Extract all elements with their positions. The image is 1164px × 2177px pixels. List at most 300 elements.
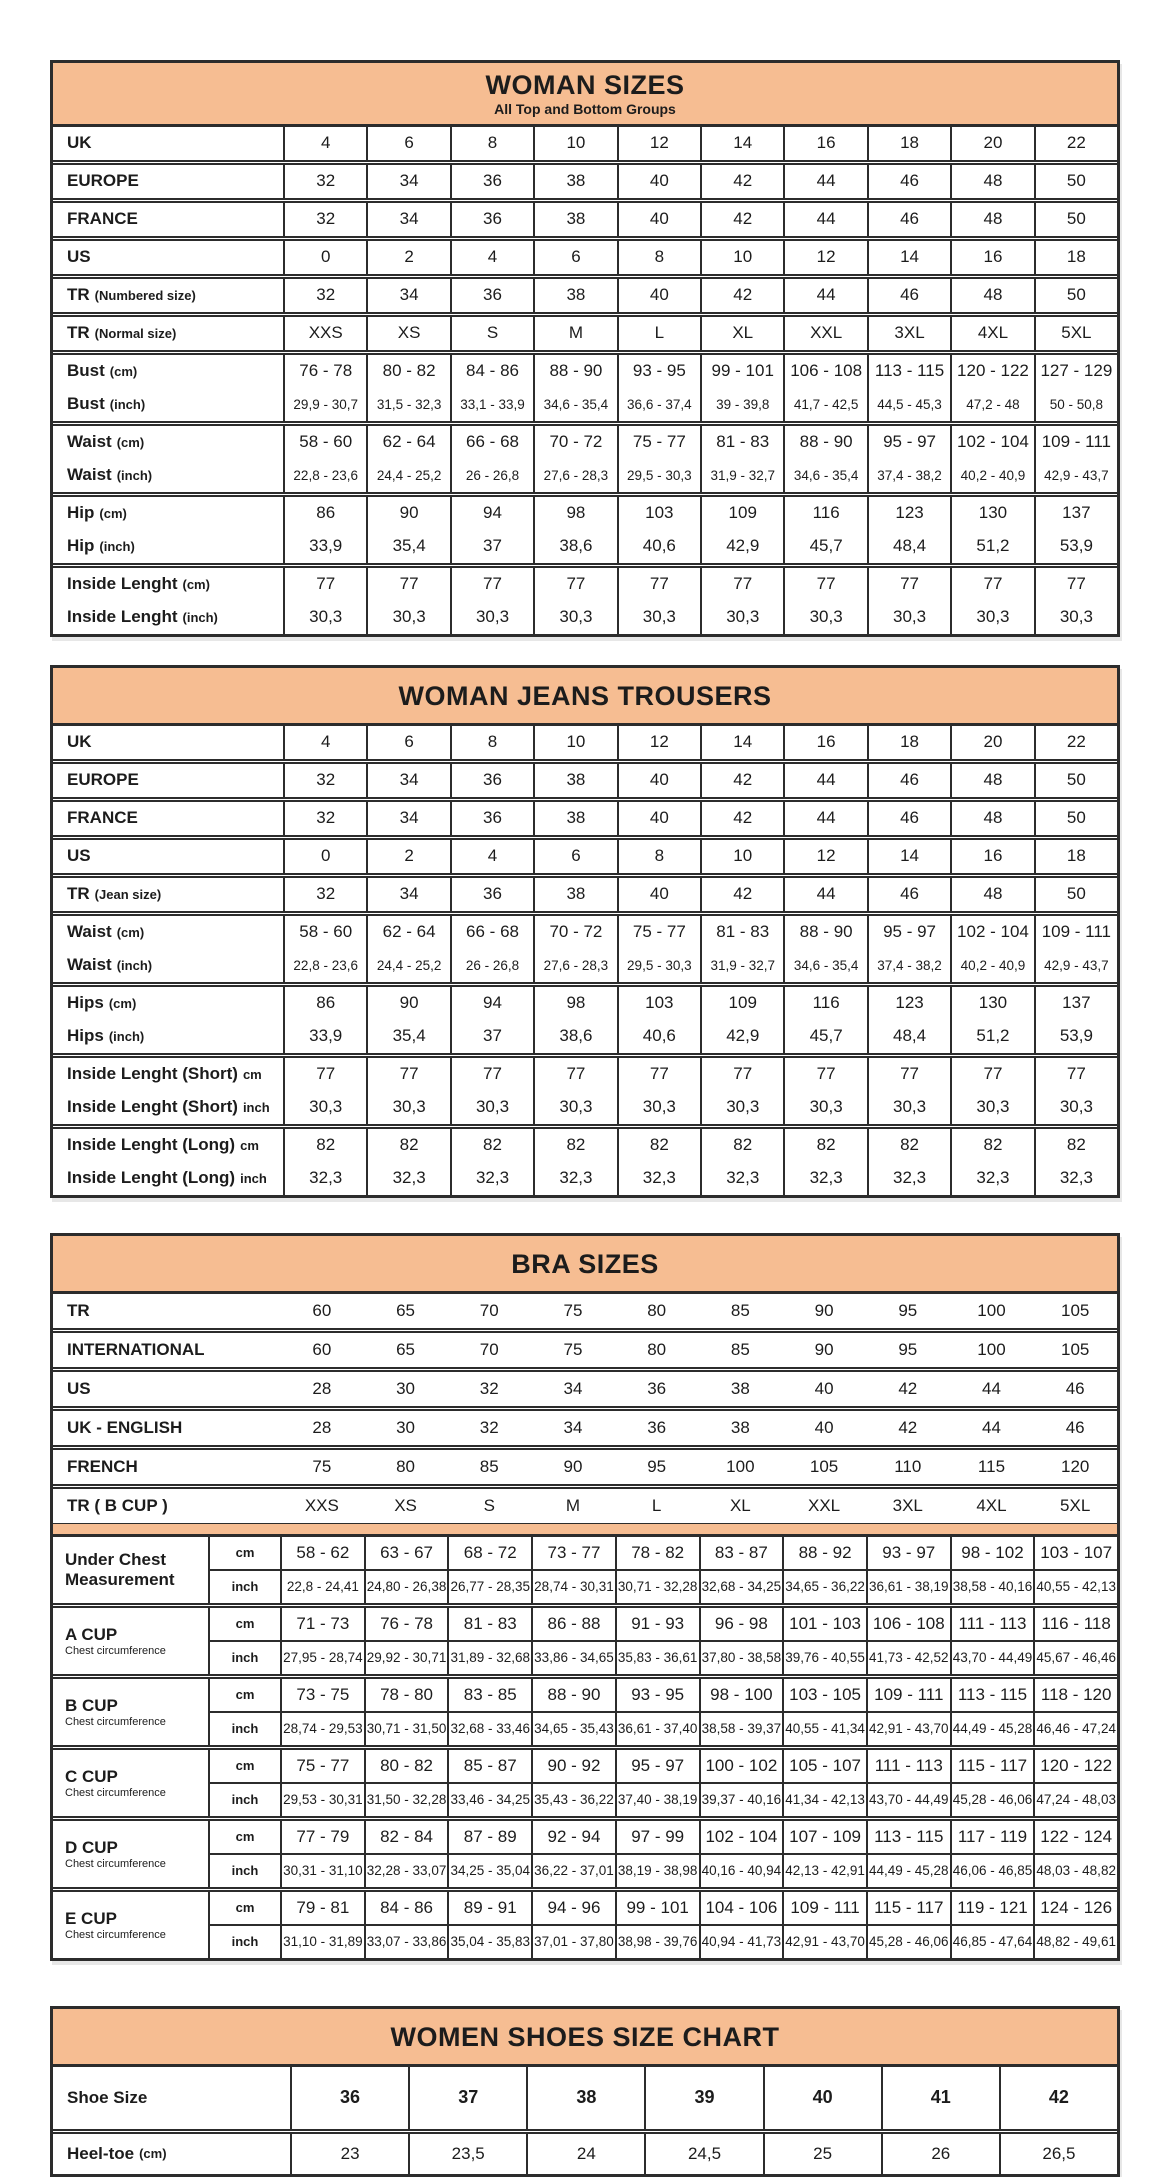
size-cell: 86: [283, 497, 366, 530]
size-cell: 90: [563, 1456, 583, 1476]
size-row: [53, 165, 1117, 198]
size-cell: 105 - 107: [782, 1750, 866, 1782]
size-row: [53, 840, 1117, 873]
size-cell: 105: [1060, 1300, 1090, 1320]
size-cell: 41,34 - 42,13: [782, 1784, 866, 1816]
size-cell: 79 - 81: [280, 1892, 364, 1924]
bra-international-sizes-body: [53, 1294, 1117, 1523]
size-cell: 86: [283, 987, 366, 1020]
row-label: [53, 987, 283, 1020]
size-cell: 30,3: [366, 601, 449, 634]
size-cell: 48: [950, 203, 1033, 236]
size-cell: 40: [617, 165, 700, 198]
size-cell: 30,71 - 31,50: [364, 1713, 448, 1745]
size-cell: 76 - 78: [364, 1608, 448, 1640]
size-cell: 26,77 - 28,35: [447, 1571, 531, 1603]
size-cell: 45,7: [783, 1020, 866, 1053]
size-cell: 130: [950, 497, 1033, 530]
size-cell: 28,74 - 30,31: [531, 1571, 615, 1603]
unit-label: inch: [208, 1571, 280, 1603]
size-cell: 40: [814, 1378, 834, 1398]
size-cell: 30,3: [450, 1091, 533, 1124]
size-cell: 91 - 93: [615, 1608, 699, 1640]
cup-label: [53, 1537, 208, 1603]
unit-label: cm: [208, 1750, 280, 1782]
size-cell: 90: [814, 1339, 834, 1359]
size-cell: 34: [366, 203, 449, 236]
size-cell: 42,9 - 43,7: [1034, 949, 1117, 982]
size-cell: 73 - 77: [531, 1537, 615, 1569]
size-cell: 97 - 99: [615, 1821, 699, 1853]
size-cell: 30,3: [450, 601, 533, 634]
cup-label: [53, 1750, 208, 1816]
size-cell: 5XL: [1060, 1495, 1091, 1515]
size-row: [53, 1129, 1117, 1162]
size-cell: 38: [533, 165, 616, 198]
size-cell: 18: [867, 127, 950, 160]
size-cell: 81 - 83: [700, 916, 783, 949]
size-cell: 88 - 92: [782, 1537, 866, 1569]
size-cell: 78 - 80: [364, 1679, 448, 1711]
row-label-text: Inside Lenght (Short): [67, 1064, 238, 1084]
size-cell: 8: [450, 726, 533, 759]
size-cell: 77: [366, 568, 449, 601]
size-cell: 88 - 90: [783, 426, 866, 459]
size-cell: 4: [283, 127, 366, 160]
size-cell: 4: [450, 241, 533, 274]
row-label-text: Hips: [67, 993, 104, 1013]
size-cell: 27,6 - 28,3: [533, 459, 616, 492]
size-cell: 53,9: [1034, 530, 1117, 563]
row-label: [53, 1372, 280, 1406]
size-cell: 46,06 - 46,85: [950, 1855, 1034, 1887]
row-label-text: FRANCE: [67, 209, 138, 229]
size-cell: 106 - 108: [783, 355, 866, 388]
size-cell: 28: [312, 1417, 332, 1437]
row-label-text: Hips: [67, 1026, 104, 1046]
size-cell: 82: [867, 1129, 950, 1162]
size-cell: 90 - 92: [531, 1750, 615, 1782]
size-cell: 94 - 96: [531, 1892, 615, 1924]
size-cell: 84 - 86: [450, 355, 533, 388]
size-cell: 98: [533, 497, 616, 530]
cup-rows: [208, 1821, 1117, 1887]
size-cell: 38,98 - 39,76: [615, 1926, 699, 1958]
size-cell: 77: [617, 568, 700, 601]
size-cell: 37,01 - 37,80: [531, 1926, 615, 1958]
size-cell: 34,6 - 35,4: [783, 949, 866, 982]
size-cell: 28: [312, 1378, 332, 1398]
row-label-text: Shoe Size: [67, 2087, 148, 2107]
size-cell: 32: [283, 878, 366, 911]
size-cell: 37: [408, 2067, 526, 2129]
size-cell: 33,1 - 33,9: [450, 388, 533, 421]
row-label: [53, 1294, 280, 1328]
row-label-text: Bust: [67, 394, 105, 414]
size-cell: 36: [647, 1378, 667, 1398]
row-label-note: (Jean size): [94, 886, 162, 902]
size-cell: 85 - 87: [447, 1750, 531, 1782]
size-row: [53, 568, 1117, 601]
cup-rows: [208, 1537, 1117, 1603]
size-cell: 115 - 117: [866, 1892, 950, 1924]
size-row-group: [53, 802, 1117, 840]
size-cell: 40: [617, 279, 700, 312]
size-row-group: [53, 497, 1117, 568]
women-shoes-body: [53, 2067, 1117, 2174]
size-cell: 6: [533, 840, 616, 873]
size-cell: 88 - 90: [783, 916, 866, 949]
size-cell: 75: [563, 1339, 583, 1359]
size-cell: 111 - 113: [950, 1608, 1034, 1640]
size-cell: XXL: [783, 317, 866, 350]
size-cell: 38: [533, 279, 616, 312]
size-cell: 37,40 - 38,19: [615, 1784, 699, 1816]
size-cell: 101 - 103: [782, 1608, 866, 1640]
size-cell: 115 - 117: [950, 1750, 1034, 1782]
size-cell: 6: [366, 127, 449, 160]
size-cell: 70 - 72: [533, 426, 616, 459]
row-label-note: (inch): [116, 957, 153, 973]
size-cell: S: [483, 1495, 495, 1515]
size-cell: 100 - 102: [699, 1750, 783, 1782]
size-cell: 39,37 - 40,16: [699, 1784, 783, 1816]
size-cell: 58 - 60: [283, 426, 366, 459]
woman-sizes-body: [53, 127, 1117, 634]
size-cell: 38,6: [533, 1020, 616, 1053]
size-cell: 46,46 - 47,24: [1033, 1713, 1117, 1745]
size-row: [53, 1489, 1117, 1523]
size-row: [53, 878, 1117, 911]
size-cell: 137: [1034, 497, 1117, 530]
size-cell: 36: [450, 878, 533, 911]
size-cell: 10: [533, 726, 616, 759]
size-cell: 42: [898, 1378, 918, 1398]
size-cell: 30,3: [783, 601, 866, 634]
size-cell: XS: [394, 1495, 417, 1515]
size-cell: 36,61 - 38,19: [866, 1571, 950, 1603]
size-cell: 73 - 75: [280, 1679, 364, 1711]
size-cell: 88 - 90: [533, 355, 616, 388]
size-cell: 50 - 50,8: [1034, 388, 1117, 421]
size-cell: 95 - 97: [867, 916, 950, 949]
size-cell: L: [617, 317, 700, 350]
size-cell: 82: [617, 1129, 700, 1162]
size-cell: 98 - 100: [699, 1679, 783, 1711]
cup-row: [208, 1711, 1117, 1745]
size-cell: 103 - 107: [1033, 1537, 1117, 1569]
size-cell: 40,55 - 42,13: [1033, 1571, 1117, 1603]
size-row-group: [53, 1372, 1117, 1411]
size-row: [53, 241, 1117, 274]
size-row: [53, 1162, 1117, 1195]
size-cell: 32,3: [950, 1162, 1033, 1195]
size-cell: 16: [950, 840, 1033, 873]
size-cell: 30,3: [617, 601, 700, 634]
size-row: [53, 764, 1117, 797]
size-row-group: [53, 1333, 1117, 1372]
size-cell: 75: [563, 1300, 583, 1320]
size-cell: 18: [1034, 241, 1117, 274]
size-cell: 27,95 - 28,74: [280, 1642, 364, 1674]
size-cell: 38: [533, 203, 616, 236]
size-cell: 4XL: [976, 1495, 1007, 1515]
size-cell: 40: [617, 802, 700, 835]
cup-label: [53, 1892, 208, 1958]
size-cell: 35,4: [366, 530, 449, 563]
size-cell: 53,9: [1034, 1020, 1117, 1053]
size-cell: 44: [783, 878, 866, 911]
size-cell: 34: [366, 165, 449, 198]
size-cell: 77: [1034, 1058, 1117, 1091]
row-label: [53, 840, 283, 873]
size-cell: 10: [700, 840, 783, 873]
row-label-note: (cm): [182, 576, 210, 592]
size-cell: 90: [366, 497, 449, 530]
row-label: [53, 601, 283, 634]
size-cell: 30,3: [366, 1091, 449, 1124]
size-cell: 30,3: [533, 601, 616, 634]
size-row: [53, 426, 1117, 459]
size-cell: 31,89 - 32,68: [447, 1642, 531, 1674]
size-cell: 40: [617, 203, 700, 236]
size-cell: 47,2 - 48: [950, 388, 1033, 421]
size-cell: 30,3: [783, 1091, 866, 1124]
size-row-group: [53, 1411, 1117, 1450]
row-label-text: TR: [67, 1300, 90, 1320]
size-cell: 94: [450, 987, 533, 1020]
size-cell: 60: [312, 1339, 332, 1359]
size-cell: 87 - 89: [447, 1821, 531, 1853]
row-label-text: Inside Lenght (Long): [67, 1135, 236, 1155]
row-label: [53, 530, 283, 563]
size-cell: 32,3: [1034, 1162, 1117, 1195]
row-label: [53, 459, 283, 492]
size-cell: 30,3: [1034, 1091, 1117, 1124]
cup-label: [53, 1679, 208, 1745]
size-cell: 50: [1034, 878, 1117, 911]
size-cell: 77: [283, 1058, 366, 1091]
size-cell: 95 - 97: [867, 426, 950, 459]
size-cell: 40,6: [617, 1020, 700, 1053]
size-cell: 105: [1060, 1339, 1090, 1359]
size-cell: 44: [783, 165, 866, 198]
row-label-text: Waist: [67, 432, 112, 452]
size-row: [53, 1058, 1117, 1091]
size-cell: 77 - 79: [280, 1821, 364, 1853]
size-cell: 109 - 111: [866, 1679, 950, 1711]
size-cell: 34: [366, 878, 449, 911]
size-cell: 42,13 - 42,91: [782, 1855, 866, 1887]
size-cell: 46: [867, 802, 950, 835]
size-cell: 24,4 - 25,2: [366, 459, 449, 492]
size-cell: 68 - 72: [447, 1537, 531, 1569]
size-cell: 22,8 - 24,41: [280, 1571, 364, 1603]
size-cell: 4: [450, 840, 533, 873]
size-cell: 33,9: [283, 1020, 366, 1053]
size-cell: 75: [312, 1456, 332, 1476]
size-cell: 26: [881, 2134, 999, 2174]
size-cell: 32: [283, 279, 366, 312]
size-cell: 82: [450, 1129, 533, 1162]
size-cell: 8: [450, 127, 533, 160]
size-cell: 44: [783, 279, 866, 312]
size-cell: 40,55 - 41,34: [782, 1713, 866, 1745]
cup-row: [208, 1853, 1117, 1887]
size-cell: 81 - 83: [700, 426, 783, 459]
row-label-text: FRANCE: [67, 808, 138, 828]
size-row-group: [53, 1129, 1117, 1195]
size-cell: 6: [533, 241, 616, 274]
row-label-note: (cm): [99, 505, 127, 521]
row-label-text: INTERNATIONAL: [67, 1339, 205, 1359]
size-cell: 48: [950, 878, 1033, 911]
size-cell: 60: [312, 1300, 332, 1320]
size-cell: 38: [533, 802, 616, 835]
size-cell: 62 - 64: [366, 426, 449, 459]
size-cell: 2: [366, 241, 449, 274]
size-cell: 77: [533, 1058, 616, 1091]
size-row: [53, 802, 1117, 835]
row-label: [53, 2134, 290, 2174]
size-cell: 103: [617, 497, 700, 530]
size-cell: 32,3: [700, 1162, 783, 1195]
row-label-text: US: [67, 247, 91, 267]
size-row-group: [53, 203, 1117, 241]
size-cell: 85: [730, 1300, 750, 1320]
size-cell: 117 - 119: [950, 1821, 1034, 1853]
cup-name: D CUP: [65, 1838, 118, 1858]
size-row: [53, 916, 1117, 949]
size-row-group: [53, 1058, 1117, 1129]
size-cell: 28,74 - 29,53: [280, 1713, 364, 1745]
size-cell: 37: [450, 1020, 533, 1053]
row-label-text: FRENCH: [67, 1456, 138, 1476]
size-row: [53, 279, 1117, 312]
size-cell: 26 - 26,8: [450, 949, 533, 982]
size-row: [53, 317, 1117, 350]
size-cell: 10: [533, 127, 616, 160]
cup-name: B CUP: [65, 1696, 118, 1716]
size-cell: 80: [647, 1300, 667, 1320]
table-title: WOMEN SHOES SIZE CHART: [390, 2021, 780, 2052]
cup-row: [208, 1569, 1117, 1603]
size-cell: XXL: [808, 1495, 841, 1515]
size-cell: 90: [814, 1300, 834, 1320]
size-cell: 30,3: [950, 1091, 1033, 1124]
size-row-group: [53, 426, 1117, 497]
size-cell: 22: [1034, 726, 1117, 759]
size-cell: 82: [950, 1129, 1033, 1162]
size-cell: 38,58 - 40,16: [950, 1571, 1034, 1603]
size-cell: 80 - 82: [364, 1750, 448, 1782]
size-cell: 95: [898, 1300, 918, 1320]
size-cell: 82: [783, 1129, 866, 1162]
row-label: [53, 916, 283, 949]
size-cell: 103 - 105: [782, 1679, 866, 1711]
row-label-text: Hip: [67, 503, 95, 523]
size-cell: 29,5 - 30,3: [617, 459, 700, 492]
size-row: [53, 1091, 1117, 1124]
cup-row: [208, 1640, 1117, 1674]
unit-label: cm: [208, 1537, 280, 1569]
size-cell: XS: [366, 317, 449, 350]
size-cell: 23,5: [408, 2134, 526, 2174]
size-cell: 33,86 - 34,65: [531, 1642, 615, 1674]
unit-label: cm: [208, 1892, 280, 1924]
size-row-group: [53, 987, 1117, 1058]
row-label: [53, 426, 283, 459]
size-cell: 32,68 - 34,25: [699, 1571, 783, 1603]
size-row-group: [53, 165, 1117, 203]
size-cell: 5XL: [1034, 317, 1117, 350]
size-cell: 77: [867, 568, 950, 601]
size-cell: 84 - 86: [364, 1892, 448, 1924]
row-label-text: Inside Lenght (Short): [67, 1097, 238, 1117]
size-cell: 45,67 - 46,46: [1033, 1642, 1117, 1674]
unit-label: inch: [208, 1855, 280, 1887]
size-row: [53, 497, 1117, 530]
size-cell: 36: [450, 802, 533, 835]
cup-row: [208, 1924, 1117, 1958]
size-cell: 58 - 62: [280, 1537, 364, 1569]
row-label-note: inch: [240, 1170, 267, 1186]
size-cell: 16: [783, 127, 866, 160]
size-cell: 30,3: [283, 1091, 366, 1124]
size-cell: 32,28 - 33,07: [364, 1855, 448, 1887]
size-cell: 32: [283, 802, 366, 835]
women-shoes-header: [53, 2009, 1117, 2067]
cup-row-group: [53, 1679, 1117, 1750]
row-label-text: Inside Lenght: [67, 607, 178, 627]
cup-row: [208, 1821, 1117, 1853]
size-row-group: [53, 568, 1117, 634]
size-cell: 36: [290, 2067, 408, 2129]
size-cell: 4: [283, 726, 366, 759]
size-row-group: [53, 241, 1117, 279]
size-cell: 77: [1034, 568, 1117, 601]
size-cell: 20: [950, 127, 1033, 160]
size-cell: 29,5 - 30,3: [617, 949, 700, 982]
cup-label: [53, 1608, 208, 1674]
size-cell: 32: [479, 1417, 499, 1437]
size-cell: 120 - 122: [950, 355, 1033, 388]
size-cell: 29,92 - 30,71: [364, 1642, 448, 1674]
size-cell: 22,8 - 23,6: [283, 459, 366, 492]
size-cell: 48: [950, 802, 1033, 835]
cup-row: [208, 1537, 1117, 1569]
size-cell: 109 - 111: [782, 1892, 866, 1924]
size-chart-page: [50, 0, 1120, 2177]
size-row: [53, 203, 1117, 236]
size-cell: 36,61 - 37,40: [615, 1713, 699, 1745]
size-cell: 33,07 - 33,86: [364, 1926, 448, 1958]
row-label-note: (cm): [116, 924, 145, 940]
row-label-note: (cm): [109, 363, 138, 379]
row-label-text: Inside Lenght (Long): [67, 1168, 236, 1188]
row-label: [53, 355, 283, 388]
size-cell: 98: [533, 987, 616, 1020]
row-label-text: UK: [67, 732, 92, 752]
size-cell: 42,91 - 43,70: [866, 1713, 950, 1745]
size-cell: 41,7 - 42,5: [783, 388, 866, 421]
size-cell: 77: [783, 568, 866, 601]
size-cell: 46,85 - 47,64: [950, 1926, 1034, 1958]
size-cell: 30,3: [617, 1091, 700, 1124]
table-title: WOMAN SIZES: [485, 70, 685, 100]
size-cell: 70: [479, 1339, 499, 1359]
size-cell: 27,6 - 28,3: [533, 949, 616, 982]
